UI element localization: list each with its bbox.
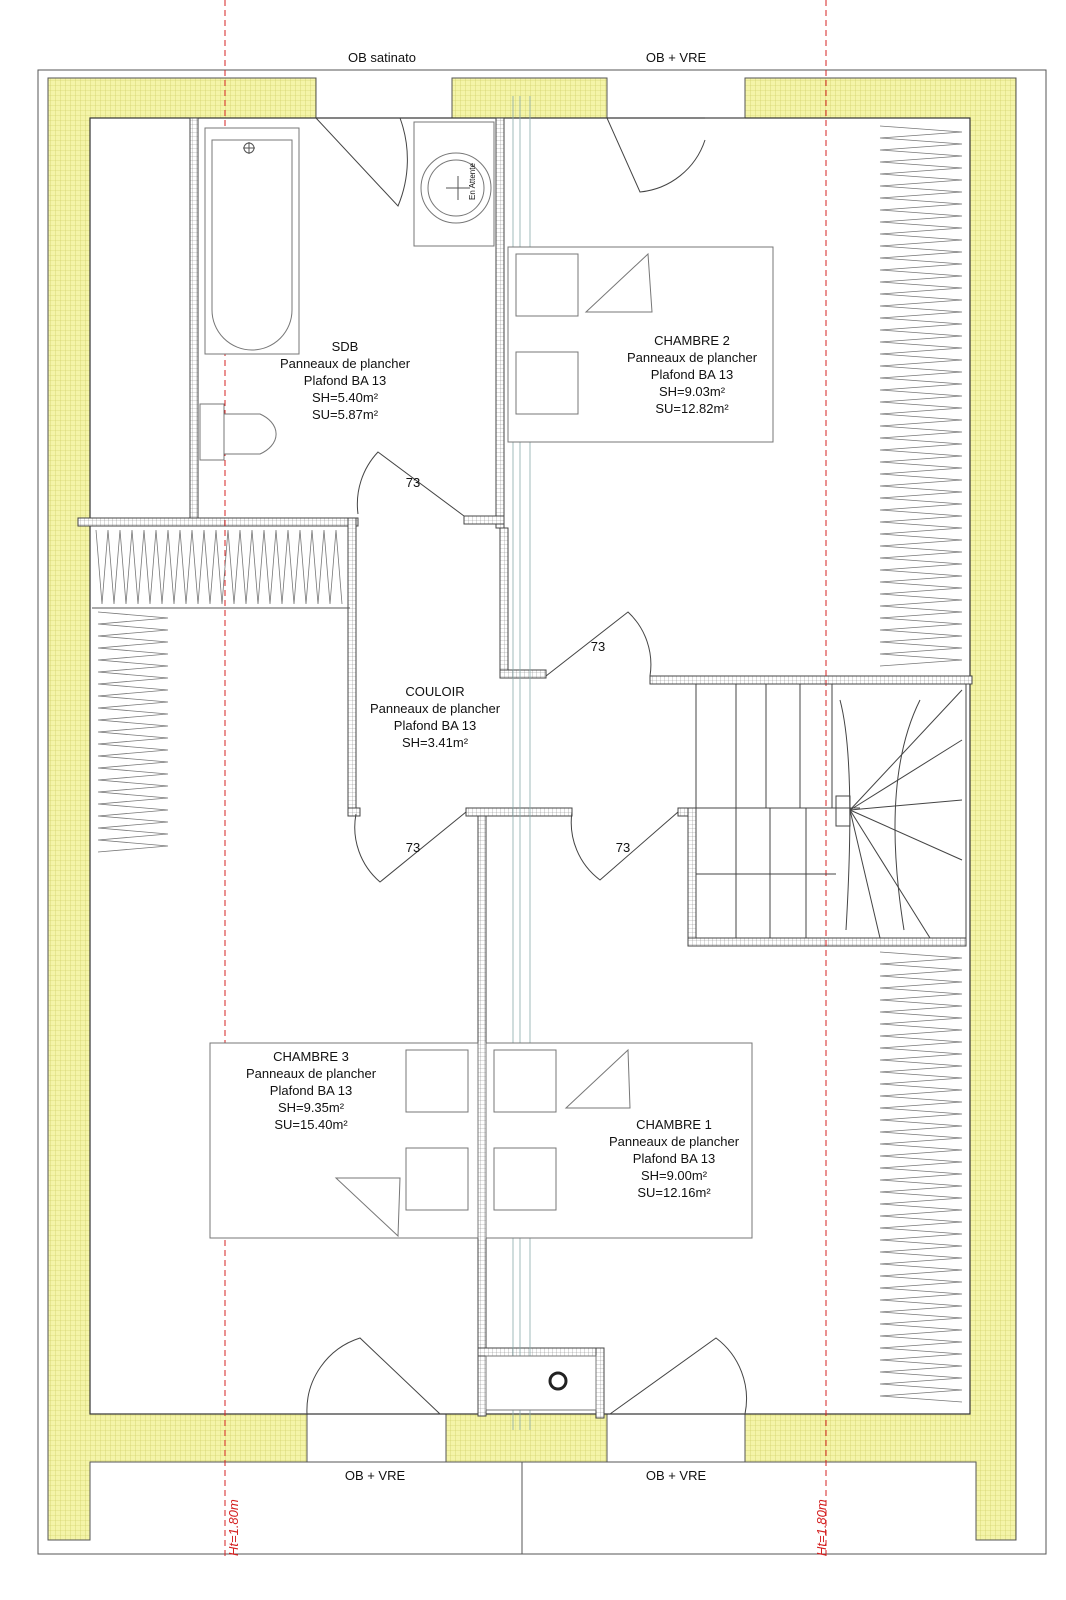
chambre2-sh: SH=9.03m² [658, 384, 726, 399]
couloir-ceiling: Plafond BA 13 [393, 718, 477, 733]
sink [414, 122, 494, 246]
staircase [696, 684, 966, 938]
couloir-name: COULOIR [405, 684, 465, 699]
chambre3-sh: SH=9.35m² [277, 1100, 345, 1115]
chambre2-floor: Panneaux de plancher [626, 350, 758, 365]
room-label-sdb [280, 339, 411, 422]
opening-top-right: OB + VRE [645, 50, 707, 65]
door-width-chambre1: 73 [615, 840, 631, 855]
chambre3-ceiling: Plafond BA 13 [269, 1083, 353, 1098]
toilet [200, 404, 276, 460]
sink-label: En Attente [468, 163, 477, 200]
bed-chambre2 [508, 247, 773, 442]
bathtub [205, 128, 299, 354]
chambre1-sh: SH=9.00m² [640, 1168, 708, 1183]
chambre2-name: CHAMBRE 2 [654, 333, 730, 348]
sdb-ceiling: Plafond BA 13 [303, 373, 387, 388]
opening-bottom-left: OB + VRE [344, 1468, 406, 1483]
wardrobe-right-bottom [880, 952, 962, 1402]
room-label-couloir [370, 684, 501, 750]
door-width-sdb: 73 [405, 475, 421, 490]
chambre3-floor: Panneaux de plancher [245, 1066, 377, 1081]
sdb-su: SU=5.87m² [311, 407, 379, 422]
bottom-eave [90, 1462, 976, 1554]
sdb-name: SDB [331, 339, 359, 354]
opening-top-left: OB satinato [348, 50, 416, 65]
couloir-floor: Panneaux de plancher [369, 701, 501, 716]
wardrobe-left-top [96, 530, 342, 604]
chambre1-name: CHAMBRE 1 [636, 1117, 712, 1132]
chambre3-su: SU=15.40m² [274, 1117, 348, 1132]
chambre1-ceiling: Plafond BA 13 [632, 1151, 716, 1166]
sdb-sh: SH=5.40m² [311, 390, 379, 405]
chambre1-floor: Panneaux de plancher [608, 1134, 740, 1149]
wardrobe-right-top [880, 126, 962, 666]
wardrobe-left-side [98, 612, 168, 852]
chambre2-ceiling: Plafond BA 13 [650, 367, 734, 382]
height-mark-right: Ht=1.80m [814, 1499, 829, 1556]
couloir-sh: SH=3.41m² [401, 735, 469, 750]
duct [486, 1356, 596, 1410]
chambre3-name: CHAMBRE 3 [273, 1049, 349, 1064]
sdb-floor: Panneaux de plancher [279, 356, 411, 371]
height-mark-left: Ht=1.80m [226, 1499, 241, 1556]
opening-bottom-right: OB + VRE [645, 1468, 707, 1483]
chambre2-su: SU=12.82m² [655, 401, 729, 416]
chambre1-su: SU=12.16m² [637, 1185, 711, 1200]
door-width-chambre3: 73 [405, 840, 421, 855]
door-width-chambre2: 73 [590, 639, 606, 654]
